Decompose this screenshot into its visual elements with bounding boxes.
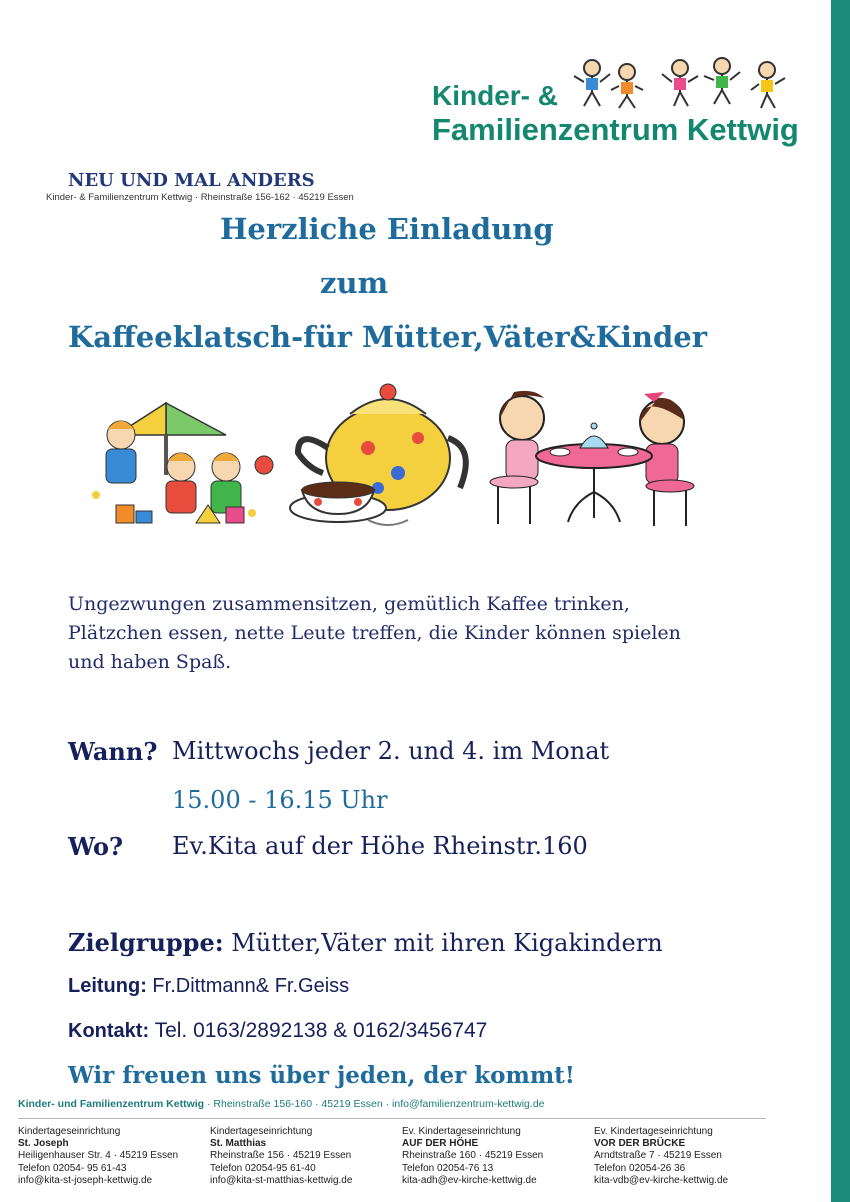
footer-col3-type: Ev. Kindertageseinrichtung	[402, 1126, 521, 1137]
logo-line-1: Kinder- &	[432, 80, 558, 111]
footer-col1-name: St. Joseph	[18, 1138, 69, 1150]
where-value: Ev.Kita auf der Höhe Rheinstr.160	[172, 832, 588, 860]
heading-invitation: Herzliche Einladung	[220, 212, 554, 246]
footer-col4-type: Ev. Kindertageseinrichtung	[594, 1126, 713, 1137]
footer-col2-phone: Telefon 02054-95 61-40	[210, 1162, 316, 1174]
footer-col3-address: Rheinstraße 160 · 45219 Essen	[402, 1150, 544, 1162]
footer-org-name: Kinder- und Familienzentrum Kettwig	[18, 1098, 205, 1110]
footer-col1-email: info@kita-st-joseph-kettwig.de	[18, 1174, 153, 1186]
footer-col1-type: Kindertageseinrichtung	[18, 1126, 121, 1137]
when-time: 15.00 - 16.15 Uhr	[172, 786, 388, 814]
target-label: Zielgruppe:	[68, 928, 224, 957]
footer-col2-type: Kindertageseinrichtung	[210, 1126, 313, 1137]
footer-column-vor-der-bruecke	[594, 1126, 728, 1187]
logo-line-2: Familienzentrum Kettwig	[432, 112, 799, 147]
footer-col4-name: VOR DER BRÜCKE	[594, 1138, 686, 1150]
footer-col4-address: Arndtstraße 7 · 45219 Essen	[594, 1150, 722, 1162]
footer-column-st-matthias	[210, 1126, 352, 1187]
footer-col1-phone: Telefon 02054- 95 61-43	[18, 1162, 127, 1174]
contact-line	[68, 1018, 487, 1043]
closing-line: Wir freuen uns über jeden, der kommt!	[68, 1062, 575, 1089]
teapot-illustration	[288, 378, 478, 543]
footer-organization	[18, 1098, 545, 1110]
right-accent-bar	[831, 0, 850, 1202]
footer-org-details: · Rheinstraße 156-160 · 45219 Essen · info@familienzentrum-kettwig.de	[204, 1098, 545, 1110]
footer-col3-email: kita-adh@ev-kirche-kettwig.de	[402, 1174, 537, 1186]
when-label: Wann?	[68, 737, 158, 766]
lead-label: Leitung:	[68, 975, 147, 997]
target-group	[68, 928, 663, 957]
where-label: Wo?	[68, 832, 124, 861]
heading-event: Kaffeeklatsch-für Mütter,Väter&Kinder	[68, 320, 707, 354]
children-tea-party-illustration	[484, 382, 704, 532]
when-value: Mittwochs jeder 2. und 4. im Monat	[172, 737, 610, 765]
footer-col3-name: AUF DER HÖHE	[402, 1138, 479, 1150]
heading-zum: zum	[320, 266, 389, 300]
footer-col2-address: Rheinstraße 156 · 45219 Essen	[210, 1150, 352, 1162]
footer-col3-phone: Telefon 02054-76 13	[402, 1162, 494, 1174]
lead-value: Fr.Dittmann& Fr.Geiss	[146, 975, 350, 997]
footer-col4-phone: Telefon 02054-26 36	[594, 1162, 686, 1174]
footer-col2-email: info@kita-st-matthias-kettwig.de	[210, 1174, 353, 1186]
footer-column-st-joseph	[18, 1126, 178, 1187]
contact-value: Tel. 0163/2892138 & 0162/3456747	[149, 1019, 488, 1042]
kids-logo-illustration	[562, 54, 802, 114]
kids-playing-illustration	[76, 395, 276, 545]
footer-divider	[18, 1118, 766, 1119]
lead-line	[68, 975, 349, 998]
intro-paragraph: Ungezwungen zusammensitzen, gemütlich Kaffee trinken, Plätzchen essen, nette Leute treffen, die Kinder können spielen und haben Spaß.	[68, 593, 681, 673]
sender-address: Kinder- & Familienzentrum Kettwig · Rheinstraße 156-162 · 45219 Essen	[46, 192, 354, 203]
contact-label: Kontakt:	[68, 1020, 150, 1042]
footer-column-auf-der-hoehe	[402, 1126, 543, 1187]
footer-col4-email: kita-vdb@ev-kirche-kettwig.de	[594, 1174, 729, 1186]
target-value: Mütter,Väter mit ihren Kigakindern	[223, 929, 663, 957]
footer-col1-address: Heiligenhauser Str. 4 · 45219 Essen	[18, 1150, 179, 1162]
sender-title: NEU UND MAL ANDERS	[68, 170, 315, 191]
footer-col2-name: St. Matthias	[210, 1138, 267, 1150]
